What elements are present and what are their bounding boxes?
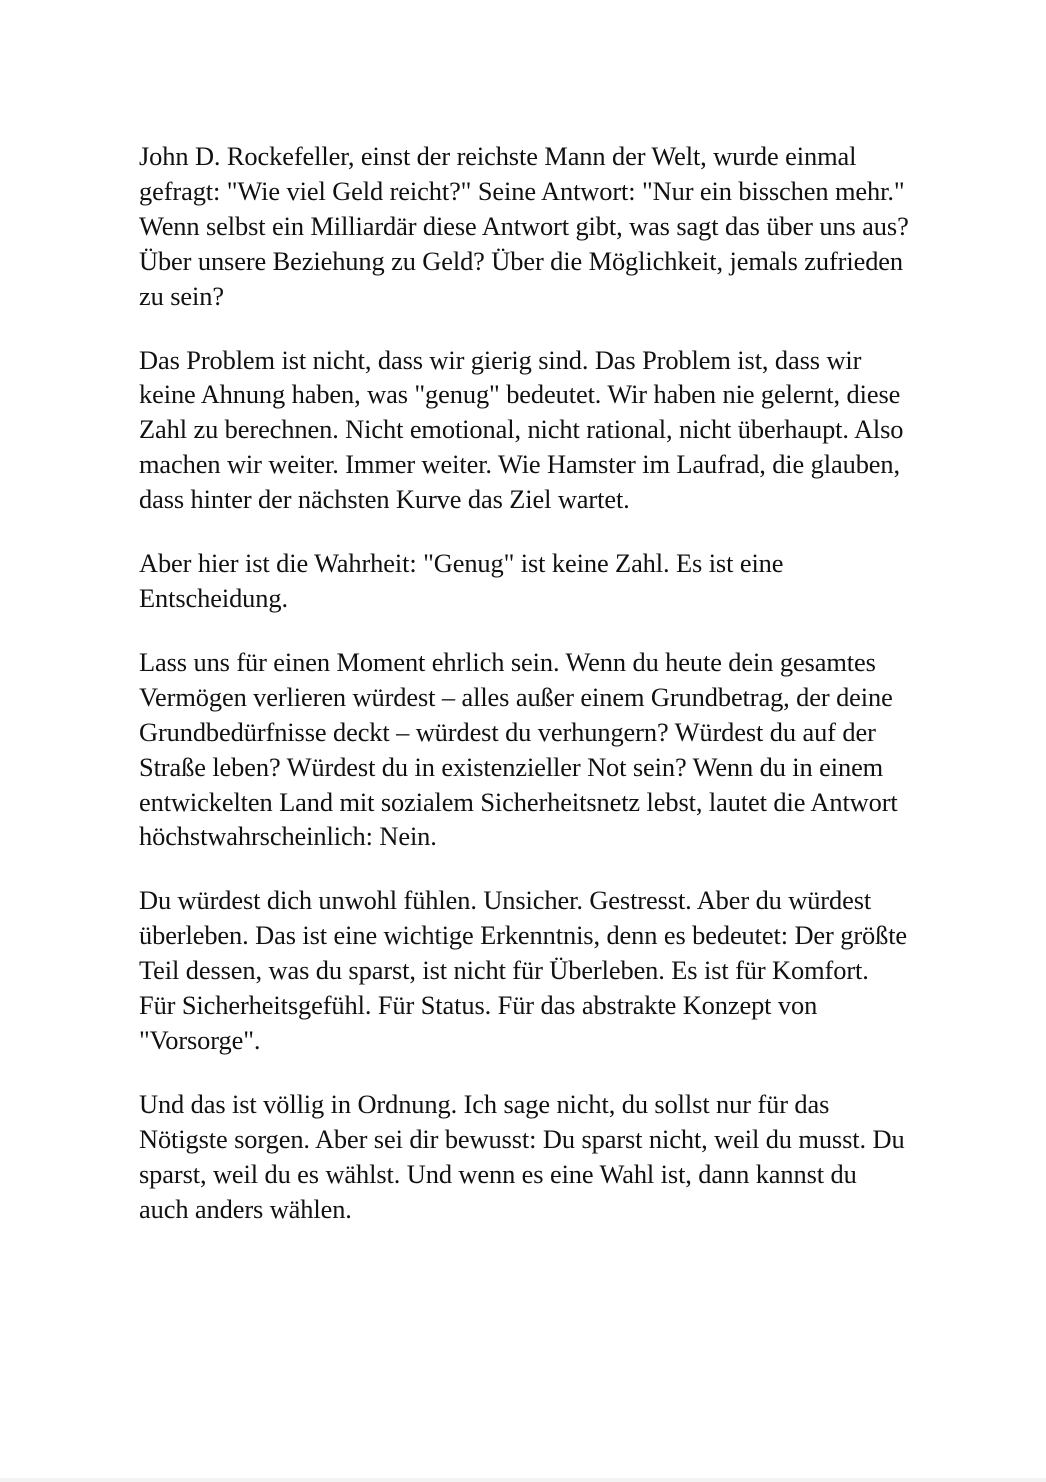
paragraph-2: Das Problem ist nicht, dass wir gierig sind. Das Problem ist, dass wir keine Ahnung haben, was "genug" bedeutet. Wir haben nie gelernt, diese Zahl zu berechnen. Nicht emotional, nicht rational, nicht überhaupt. Also machen wir weiter. Immer weiter. Wie Hamster im Laufrad, die glauben, dass hinter der nächsten Kurve das Ziel wartet. xyxy=(139,344,904,515)
paragraph-3: Aber hier ist die Wahrheit: "Genug" ist keine Zahl. Es ist eine Entscheidung. xyxy=(139,548,784,613)
paragraph-5: Du würdest dich unwohl fühlen. Unsicher. Gestresst. Aber du würdest überleben. Das ist eine wichtige Erkenntnis, denn es bedeutet: Der größte Teil dessen, was du sparst, ist nicht für Überleben. Es ist für Komfort. Für Sicherheitsgefühl. Für Status. Für das abstrakte Konzept von "Vorsorge". xyxy=(139,885,908,1055)
paragraph-4: Lass uns für einen Moment ehrlich sein. Wenn du heute dein gesamtes Vermögen verlieren würdest – alles außer einem Grundbetrag, der deine Grundbedürfnisse deckt – würdest du verhungern? Würdest du auf der Straße leben? Würdest du in existenzieller Not sein? Wenn du in einem entwickelten Land mit sozialem Sicherheitsnetz lebst, lautet die Antwort höchstwahrscheinlich: Nein. xyxy=(139,646,898,852)
paragraph-6: Und das ist völlig in Ordnung. Ich sage nicht, du sollst nur für das Nötigste sorgen. Aber sei dir bewusst: Du sparst nicht, weil du musst. Du sparst, weil du es wählst. Und wenn es eine Wahl ist, dann kannst du auch anders wählen. xyxy=(139,1088,905,1224)
document-body xyxy=(139,139,909,1255)
paragraph-1: John D. Rockefeller, einst der reichste Mann der Welt, wurde einmal gefragt: "Wie viel Geld reicht?" Seine Antwort: "Nur ein bisschen mehr." Wenn selbst ein Milliardär diese Antwort gibt, was sagt das über uns aus? Über unsere Beziehung zu Geld? Über die Möglichkeit, jemals zufrieden zu sein? xyxy=(139,141,909,311)
page-bottom-edge xyxy=(0,1478,1046,1482)
